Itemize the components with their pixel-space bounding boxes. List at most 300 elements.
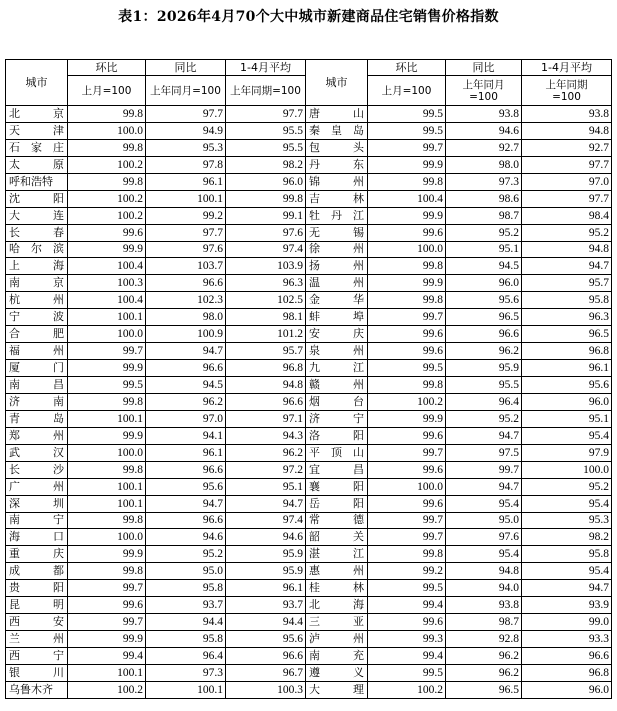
avg-value: 95.6 bbox=[226, 631, 306, 648]
city-name: 无 锡 bbox=[306, 224, 368, 241]
yoy-value: 98.7 bbox=[446, 207, 522, 224]
city-name: 大 连 bbox=[6, 207, 68, 224]
table-row bbox=[6, 173, 612, 190]
avg-value: 95.3 bbox=[522, 512, 612, 529]
table-row bbox=[6, 360, 612, 377]
table-row bbox=[6, 580, 612, 597]
city-name: 南 宁 bbox=[6, 512, 68, 529]
mom-value: 99.9 bbox=[368, 207, 446, 224]
subheader-mom-left: 上月=100 bbox=[68, 76, 146, 106]
avg-value: 93.7 bbox=[226, 597, 306, 614]
mom-value: 100.0 bbox=[68, 122, 146, 139]
yoy-value: 96.6 bbox=[146, 461, 226, 478]
city-name: 北 海 bbox=[306, 597, 368, 614]
city-name: 西 安 bbox=[6, 614, 68, 631]
mom-value: 100.2 bbox=[68, 207, 146, 224]
city-name: 牡 丹 江 bbox=[306, 207, 368, 224]
yoy-value: 96.0 bbox=[446, 275, 522, 292]
yoy-value: 95.3 bbox=[146, 139, 226, 156]
avg-value: 98.2 bbox=[522, 529, 612, 546]
table-row bbox=[6, 410, 612, 427]
avg-value: 96.8 bbox=[226, 360, 306, 377]
avg-value: 95.6 bbox=[522, 377, 612, 394]
avg-value: 97.7 bbox=[522, 190, 612, 207]
avg-value: 95.4 bbox=[522, 563, 612, 580]
city-name: 赣 州 bbox=[306, 377, 368, 394]
mom-value: 99.9 bbox=[68, 546, 146, 563]
table-row bbox=[6, 681, 612, 698]
city-name: 宜 昌 bbox=[306, 461, 368, 478]
city-name: 徐 州 bbox=[306, 241, 368, 258]
table-row bbox=[6, 614, 612, 631]
yoy-value: 97.3 bbox=[146, 664, 226, 681]
city-name: 九 江 bbox=[306, 360, 368, 377]
header-mom-right: 环比 bbox=[368, 60, 446, 76]
yoy-value: 95.5 bbox=[446, 377, 522, 394]
city-name: 温 州 bbox=[306, 275, 368, 292]
city-name: 海 口 bbox=[6, 529, 68, 546]
mom-value: 99.8 bbox=[68, 563, 146, 580]
yoy-value: 97.3 bbox=[446, 173, 522, 190]
yoy-value: 98.6 bbox=[446, 190, 522, 207]
subheader-yoy-left: 上年同月=100 bbox=[146, 76, 226, 106]
mom-value: 99.9 bbox=[68, 241, 146, 258]
avg-value: 96.1 bbox=[226, 580, 306, 597]
avg-value: 96.6 bbox=[226, 393, 306, 410]
mom-value: 99.8 bbox=[368, 258, 446, 275]
avg-value: 94.7 bbox=[522, 580, 612, 597]
table-row bbox=[6, 309, 612, 326]
subheader-mom-right: 上月=100 bbox=[368, 76, 446, 106]
yoy-value: 96.2 bbox=[446, 343, 522, 360]
yoy-value: 95.4 bbox=[446, 546, 522, 563]
yoy-value: 100.1 bbox=[146, 681, 226, 698]
yoy-value: 94.9 bbox=[146, 122, 226, 139]
avg-value: 94.3 bbox=[226, 427, 306, 444]
city-name: 泸 州 bbox=[306, 631, 368, 648]
table-row bbox=[6, 292, 612, 309]
avg-value: 96.7 bbox=[226, 664, 306, 681]
city-name: 遵 义 bbox=[306, 664, 368, 681]
mom-value: 99.8 bbox=[68, 173, 146, 190]
header-mom-left: 环比 bbox=[68, 60, 146, 76]
avg-value: 95.9 bbox=[226, 563, 306, 580]
city-name: 哈 尔 滨 bbox=[6, 241, 68, 258]
city-name: 南 充 bbox=[306, 648, 368, 665]
table-row bbox=[6, 326, 612, 343]
yoy-value: 93.8 bbox=[446, 106, 522, 123]
city-name: 昆 明 bbox=[6, 597, 68, 614]
city-name: 武 汉 bbox=[6, 444, 68, 461]
yoy-value: 96.1 bbox=[146, 173, 226, 190]
table-row bbox=[6, 258, 612, 275]
yoy-value: 102.3 bbox=[146, 292, 226, 309]
avg-value: 95.5 bbox=[226, 122, 306, 139]
table-row bbox=[6, 343, 612, 360]
mom-value: 99.7 bbox=[368, 309, 446, 326]
yoy-value: 96.5 bbox=[446, 309, 522, 326]
mom-value: 99.7 bbox=[368, 529, 446, 546]
avg-value: 96.8 bbox=[522, 664, 612, 681]
mom-value: 99.8 bbox=[368, 292, 446, 309]
yoy-value: 95.2 bbox=[446, 224, 522, 241]
avg-value: 95.5 bbox=[226, 139, 306, 156]
table-row bbox=[6, 478, 612, 495]
avg-value: 97.7 bbox=[522, 156, 612, 173]
yoy-value: 97.6 bbox=[446, 529, 522, 546]
city-name: 宁 波 bbox=[6, 309, 68, 326]
avg-value: 98.4 bbox=[522, 207, 612, 224]
header-yoy-left: 同比 bbox=[146, 60, 226, 76]
mom-value: 99.8 bbox=[68, 393, 146, 410]
mom-value: 100.1 bbox=[68, 410, 146, 427]
yoy-value: 96.6 bbox=[146, 360, 226, 377]
yoy-value: 95.1 bbox=[446, 241, 522, 258]
avg-value: 96.5 bbox=[522, 326, 612, 343]
avg-value: 96.0 bbox=[522, 681, 612, 698]
yoy-value: 94.7 bbox=[446, 478, 522, 495]
table-row bbox=[6, 106, 612, 123]
mom-value: 99.4 bbox=[368, 597, 446, 614]
avg-value: 99.0 bbox=[522, 614, 612, 631]
mom-value: 99.6 bbox=[68, 224, 146, 241]
city-name: 郑 州 bbox=[6, 427, 68, 444]
city-name: 湛 江 bbox=[306, 546, 368, 563]
city-name: 秦 皇 岛 bbox=[306, 122, 368, 139]
city-name: 韶 关 bbox=[306, 529, 368, 546]
city-name: 长 沙 bbox=[6, 461, 68, 478]
yoy-value: 96.2 bbox=[146, 393, 226, 410]
yoy-value: 92.7 bbox=[446, 139, 522, 156]
yoy-value: 100.1 bbox=[146, 190, 226, 207]
city-name: 吉 林 bbox=[306, 190, 368, 207]
city-name: 洛 阳 bbox=[306, 427, 368, 444]
table-row bbox=[6, 207, 612, 224]
table-row bbox=[6, 495, 612, 512]
avg-value: 94.6 bbox=[226, 529, 306, 546]
yoy-value: 97.7 bbox=[146, 224, 226, 241]
mom-value: 99.5 bbox=[368, 360, 446, 377]
table-row bbox=[6, 190, 612, 207]
city-name: 平 顶 山 bbox=[306, 444, 368, 461]
avg-value: 97.6 bbox=[226, 224, 306, 241]
city-name: 合 肥 bbox=[6, 326, 68, 343]
mom-value: 99.2 bbox=[368, 563, 446, 580]
mom-value: 99.5 bbox=[368, 580, 446, 597]
mom-value: 100.4 bbox=[68, 258, 146, 275]
table-row bbox=[6, 156, 612, 173]
avg-value: 96.3 bbox=[226, 275, 306, 292]
avg-value: 98.1 bbox=[226, 309, 306, 326]
avg-value: 94.7 bbox=[226, 495, 306, 512]
city-name: 南 京 bbox=[6, 275, 68, 292]
city-name: 唐 山 bbox=[306, 106, 368, 123]
yoy-value: 96.5 bbox=[446, 681, 522, 698]
mom-value: 100.0 bbox=[368, 241, 446, 258]
mom-value: 99.6 bbox=[368, 224, 446, 241]
mom-value: 99.6 bbox=[368, 427, 446, 444]
table-row bbox=[6, 393, 612, 410]
avg-value: 102.5 bbox=[226, 292, 306, 309]
city-name: 安 庆 bbox=[306, 326, 368, 343]
yoy-value: 95.9 bbox=[446, 360, 522, 377]
yoy-value: 97.5 bbox=[446, 444, 522, 461]
mom-value: 99.6 bbox=[368, 343, 446, 360]
yoy-value: 97.7 bbox=[146, 106, 226, 123]
avg-value: 96.0 bbox=[522, 393, 612, 410]
subheader-yoy-right: 上年同月 =100 bbox=[446, 76, 522, 106]
city-name: 沈 阳 bbox=[6, 190, 68, 207]
avg-value: 93.8 bbox=[522, 106, 612, 123]
avg-value: 95.1 bbox=[226, 478, 306, 495]
city-name: 襄 阳 bbox=[306, 478, 368, 495]
city-name: 锦 州 bbox=[306, 173, 368, 190]
table-row bbox=[6, 377, 612, 394]
yoy-value: 93.7 bbox=[146, 597, 226, 614]
city-name: 呼和浩特 bbox=[6, 173, 68, 190]
table-row bbox=[6, 563, 612, 580]
city-name: 济 南 bbox=[6, 393, 68, 410]
yoy-value: 94.0 bbox=[446, 580, 522, 597]
city-name: 泉 州 bbox=[306, 343, 368, 360]
mom-value: 100.0 bbox=[68, 326, 146, 343]
avg-value: 93.9 bbox=[522, 597, 612, 614]
mom-value: 100.0 bbox=[68, 444, 146, 461]
yoy-value: 96.4 bbox=[446, 393, 522, 410]
city-name: 乌鲁木齐 bbox=[6, 681, 68, 698]
table-row bbox=[6, 224, 612, 241]
yoy-value: 96.6 bbox=[146, 512, 226, 529]
avg-value: 95.7 bbox=[226, 343, 306, 360]
yoy-value: 94.1 bbox=[146, 427, 226, 444]
mom-value: 100.4 bbox=[368, 190, 446, 207]
mom-value: 100.1 bbox=[68, 478, 146, 495]
mom-value: 99.4 bbox=[368, 648, 446, 665]
mom-value: 100.2 bbox=[68, 190, 146, 207]
avg-value: 97.0 bbox=[522, 173, 612, 190]
avg-value: 94.7 bbox=[522, 258, 612, 275]
yoy-value: 96.6 bbox=[146, 275, 226, 292]
yoy-value: 94.7 bbox=[446, 427, 522, 444]
table-row bbox=[6, 139, 612, 156]
city-name: 烟 台 bbox=[306, 393, 368, 410]
yoy-value: 94.6 bbox=[446, 122, 522, 139]
city-name: 杭 州 bbox=[6, 292, 68, 309]
avg-value: 96.8 bbox=[522, 343, 612, 360]
mom-value: 100.2 bbox=[68, 156, 146, 173]
table-row bbox=[6, 529, 612, 546]
avg-value: 96.6 bbox=[226, 648, 306, 665]
mom-value: 99.8 bbox=[368, 173, 446, 190]
table-row bbox=[6, 122, 612, 139]
table-row bbox=[6, 275, 612, 292]
yoy-value: 95.6 bbox=[446, 292, 522, 309]
city-name: 丹 东 bbox=[306, 156, 368, 173]
mom-value: 99.9 bbox=[68, 631, 146, 648]
header-city-right: 城市 bbox=[306, 60, 368, 106]
yoy-value: 96.6 bbox=[446, 326, 522, 343]
avg-value: 103.9 bbox=[226, 258, 306, 275]
yoy-value: 98.0 bbox=[146, 309, 226, 326]
avg-value: 97.7 bbox=[226, 106, 306, 123]
yoy-value: 96.4 bbox=[146, 648, 226, 665]
yoy-value: 97.6 bbox=[146, 241, 226, 258]
avg-value: 97.9 bbox=[522, 444, 612, 461]
table-row bbox=[6, 427, 612, 444]
avg-value: 92.7 bbox=[522, 139, 612, 156]
city-name: 兰 州 bbox=[6, 631, 68, 648]
mom-value: 100.1 bbox=[68, 495, 146, 512]
yoy-value: 95.0 bbox=[146, 563, 226, 580]
avg-value: 95.8 bbox=[522, 546, 612, 563]
yoy-value: 100.9 bbox=[146, 326, 226, 343]
avg-value: 99.1 bbox=[226, 207, 306, 224]
avg-value: 93.3 bbox=[522, 631, 612, 648]
yoy-value: 95.4 bbox=[446, 495, 522, 512]
mom-value: 99.6 bbox=[368, 461, 446, 478]
avg-value: 97.4 bbox=[226, 241, 306, 258]
table-row bbox=[6, 597, 612, 614]
city-name: 大 理 bbox=[306, 681, 368, 698]
city-name: 长 春 bbox=[6, 224, 68, 241]
yoy-value: 95.2 bbox=[146, 546, 226, 563]
yoy-value: 103.7 bbox=[146, 258, 226, 275]
yoy-value: 94.8 bbox=[446, 563, 522, 580]
yoy-value: 96.2 bbox=[446, 648, 522, 665]
yoy-value: 99.2 bbox=[146, 207, 226, 224]
avg-value: 97.4 bbox=[226, 512, 306, 529]
yoy-value: 94.4 bbox=[146, 614, 226, 631]
mom-value: 99.5 bbox=[368, 664, 446, 681]
city-name: 天 津 bbox=[6, 122, 68, 139]
avg-value: 100.3 bbox=[226, 681, 306, 698]
mom-value: 100.1 bbox=[68, 664, 146, 681]
yoy-value: 95.2 bbox=[446, 410, 522, 427]
mom-value: 100.1 bbox=[68, 309, 146, 326]
mom-value: 99.6 bbox=[68, 597, 146, 614]
mom-value: 99.6 bbox=[368, 495, 446, 512]
header-yoy-right: 同比 bbox=[446, 60, 522, 76]
avg-value: 96.6 bbox=[522, 648, 612, 665]
mom-value: 99.6 bbox=[368, 326, 446, 343]
yoy-value: 95.8 bbox=[146, 631, 226, 648]
mom-value: 99.7 bbox=[368, 512, 446, 529]
mom-value: 99.7 bbox=[68, 580, 146, 597]
mom-value: 99.7 bbox=[68, 614, 146, 631]
mom-value: 99.5 bbox=[68, 377, 146, 394]
avg-value: 94.8 bbox=[226, 377, 306, 394]
yoy-value: 99.7 bbox=[446, 461, 522, 478]
yoy-value: 92.8 bbox=[446, 631, 522, 648]
avg-value: 95.2 bbox=[522, 224, 612, 241]
avg-value: 94.8 bbox=[522, 241, 612, 258]
yoy-value: 95.0 bbox=[446, 512, 522, 529]
yoy-value: 98.7 bbox=[446, 614, 522, 631]
mom-value: 99.8 bbox=[368, 546, 446, 563]
avg-value: 94.8 bbox=[522, 122, 612, 139]
avg-value: 101.2 bbox=[226, 326, 306, 343]
mom-value: 99.7 bbox=[368, 139, 446, 156]
avg-value: 96.1 bbox=[522, 360, 612, 377]
city-name: 蚌 埠 bbox=[306, 309, 368, 326]
yoy-value: 97.0 bbox=[146, 410, 226, 427]
mom-value: 99.8 bbox=[68, 512, 146, 529]
mom-value: 99.9 bbox=[68, 360, 146, 377]
city-name: 石 家 庄 bbox=[6, 139, 68, 156]
city-name: 贵 阳 bbox=[6, 580, 68, 597]
city-name: 厦 门 bbox=[6, 360, 68, 377]
city-name: 三 亚 bbox=[306, 614, 368, 631]
mom-value: 100.3 bbox=[68, 275, 146, 292]
mom-value: 99.3 bbox=[368, 631, 446, 648]
city-name: 济 宁 bbox=[306, 410, 368, 427]
city-name: 银 川 bbox=[6, 664, 68, 681]
yoy-value: 94.5 bbox=[146, 377, 226, 394]
avg-value: 97.2 bbox=[226, 461, 306, 478]
mom-value: 99.9 bbox=[68, 427, 146, 444]
subheader-avg-right: 上年同期 =100 bbox=[522, 76, 612, 106]
yoy-value: 96.2 bbox=[446, 664, 522, 681]
city-name: 太 原 bbox=[6, 156, 68, 173]
yoy-value: 94.6 bbox=[146, 529, 226, 546]
mom-value: 100.2 bbox=[368, 393, 446, 410]
city-name: 西 宁 bbox=[6, 648, 68, 665]
table-row bbox=[6, 444, 612, 461]
city-name: 南 昌 bbox=[6, 377, 68, 394]
price-index-table bbox=[5, 59, 612, 699]
yoy-value: 97.8 bbox=[146, 156, 226, 173]
city-name: 金 华 bbox=[306, 292, 368, 309]
table-row bbox=[6, 461, 612, 478]
mom-value: 99.5 bbox=[368, 122, 446, 139]
page-title: 表1：2026年4月70个大中城市新建商品住宅销售价格指数 bbox=[118, 9, 499, 25]
mom-value: 100.0 bbox=[368, 478, 446, 495]
city-name: 北 京 bbox=[6, 106, 68, 123]
avg-value: 95.4 bbox=[522, 427, 612, 444]
yoy-value: 94.5 bbox=[446, 258, 522, 275]
table-body bbox=[6, 106, 612, 699]
avg-value: 96.3 bbox=[522, 309, 612, 326]
mom-value: 99.7 bbox=[68, 343, 146, 360]
header-avg-left: 1-4月平均 bbox=[226, 60, 306, 76]
avg-value: 96.0 bbox=[226, 173, 306, 190]
mom-value: 99.7 bbox=[368, 444, 446, 461]
mom-value: 99.8 bbox=[68, 106, 146, 123]
avg-value: 98.2 bbox=[226, 156, 306, 173]
header-city-left: 城市 bbox=[6, 60, 68, 106]
avg-value: 95.1 bbox=[522, 410, 612, 427]
avg-value: 94.4 bbox=[226, 614, 306, 631]
yoy-value: 96.1 bbox=[146, 444, 226, 461]
yoy-value: 94.7 bbox=[146, 495, 226, 512]
city-name: 桂 林 bbox=[306, 580, 368, 597]
table-row bbox=[6, 631, 612, 648]
city-name: 扬 州 bbox=[306, 258, 368, 275]
avg-value: 95.8 bbox=[522, 292, 612, 309]
city-name: 包 头 bbox=[306, 139, 368, 156]
mom-value: 99.9 bbox=[368, 410, 446, 427]
city-name: 岳 阳 bbox=[306, 495, 368, 512]
mom-value: 99.9 bbox=[368, 275, 446, 292]
subheader-avg-left: 上年同期=100 bbox=[226, 76, 306, 106]
mom-value: 99.5 bbox=[368, 106, 446, 123]
city-name: 深 圳 bbox=[6, 495, 68, 512]
avg-value: 95.7 bbox=[522, 275, 612, 292]
avg-value: 97.1 bbox=[226, 410, 306, 427]
header-avg-right: 1-4月平均 bbox=[522, 60, 612, 76]
yoy-value: 95.8 bbox=[146, 580, 226, 597]
avg-value: 95.9 bbox=[226, 546, 306, 563]
